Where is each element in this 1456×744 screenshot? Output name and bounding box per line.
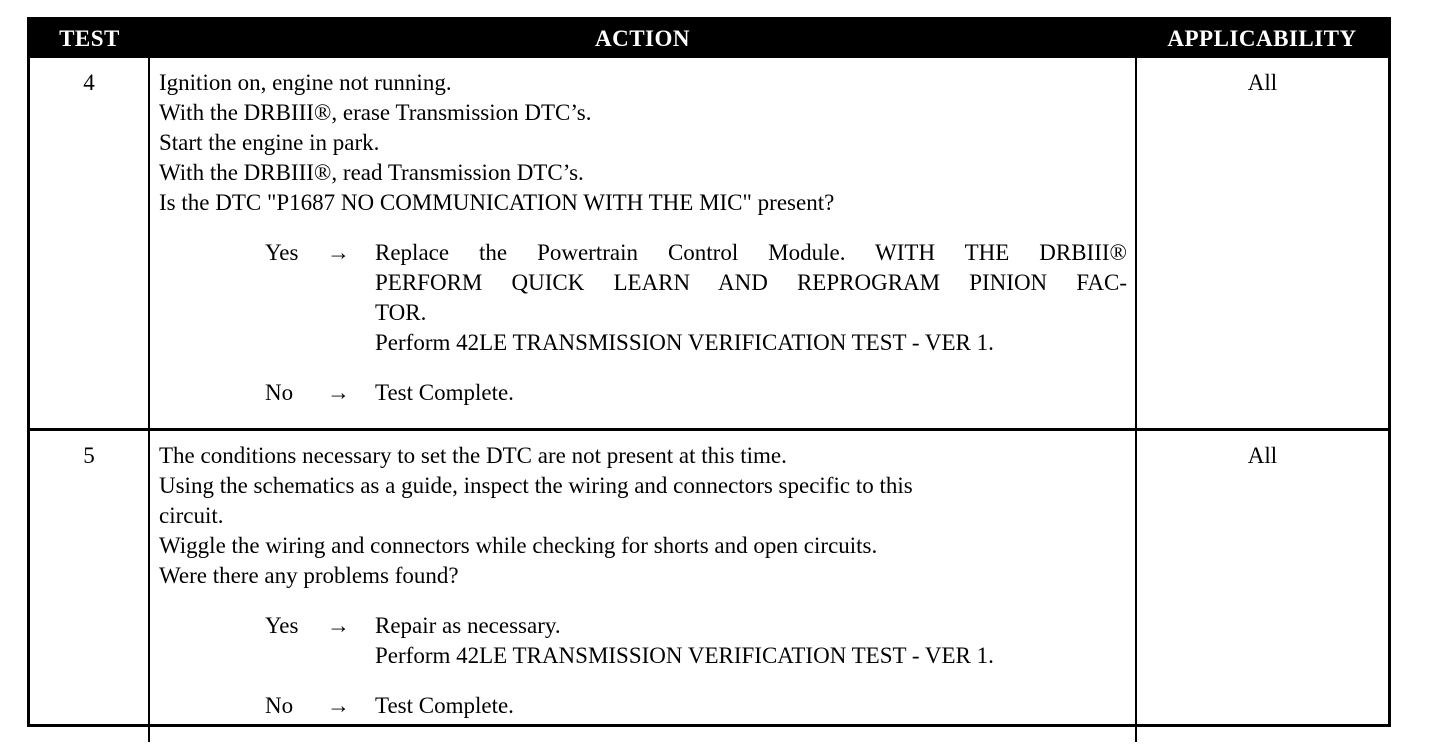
yes-text [375,611,1127,671]
no-text [375,691,1127,721]
test-number: 4 [30,58,149,430]
step-line: With the DRBIII®, erase Transmission DTC’s. [159,100,592,125]
test-table [30,20,1388,742]
applicability-value: All [1136,58,1388,430]
applicability-value: All [1247,443,1278,468]
yes-outcome [265,611,1127,671]
action-cell [149,58,1136,430]
table-header [30,20,1388,58]
no-text [375,378,1127,408]
table-row [30,430,1388,743]
yes-text-line: PERFORM QUICK LEARN AND REPROGRAM PINION FAC- [375,270,1127,295]
action-cell [149,430,1136,743]
yes-label: Yes [265,613,299,638]
step-line: circuit. [159,503,224,528]
yes-text-line: Perform 42LE TRANSMISSION VERIFICATION TEST - VER 1. [375,330,994,355]
no-label: No [265,693,294,718]
outcomes [159,238,1127,408]
test-number: 5 [30,430,149,743]
table-row [30,58,1388,430]
step-line: Is the DTC "P1687 NO COMMUNICATION WITH THE MIC" present? [159,190,835,215]
header-action: ACTION [149,20,1136,58]
header-test: TEST [30,20,149,58]
no-outcome [265,691,1127,721]
no-outcome [265,378,1127,408]
step-line: With the DRBIII®, read Transmission DTC’s. [159,160,584,185]
right-arrow-icon: → [327,693,350,718]
no-label: No [265,380,294,405]
no-text-line: Test Complete. [375,380,514,405]
right-arrow-icon: → [327,380,350,405]
yes-text-line: Repair as necessary. [375,613,561,638]
yes-text-line: Replace the Powertrain Control Module. WITH THE DRBIII® [375,240,1127,265]
step-line: Wiggle the wiring and connectors while checking for shorts and open circuits. [159,533,878,558]
header-applicability: APPLICABILITY [1136,20,1388,58]
step-line: Start the engine in park. [159,130,380,155]
outcomes [159,611,1127,721]
step-line: Using the schematics as a guide, inspect the wiring and connectors specific to this [159,473,913,498]
yes-text-line: Perform 42LE TRANSMISSION VERIFICATION TEST - VER 1. [375,643,994,668]
step-line: The conditions necessary to set the DTC are not present at this time. [159,443,787,468]
right-arrow-icon: → [327,613,350,638]
no-text-line: Test Complete. [375,693,514,718]
yes-text-line: TOR. [375,300,427,325]
yes-text [375,238,1127,358]
diagnostic-test-table [27,17,1391,727]
yes-label: Yes [265,240,299,265]
step-line: Ignition on, engine not running. [159,70,452,95]
right-arrow-icon: → [327,240,350,265]
yes-outcome [265,238,1127,358]
step-line: Were there any problems found? [159,563,459,588]
